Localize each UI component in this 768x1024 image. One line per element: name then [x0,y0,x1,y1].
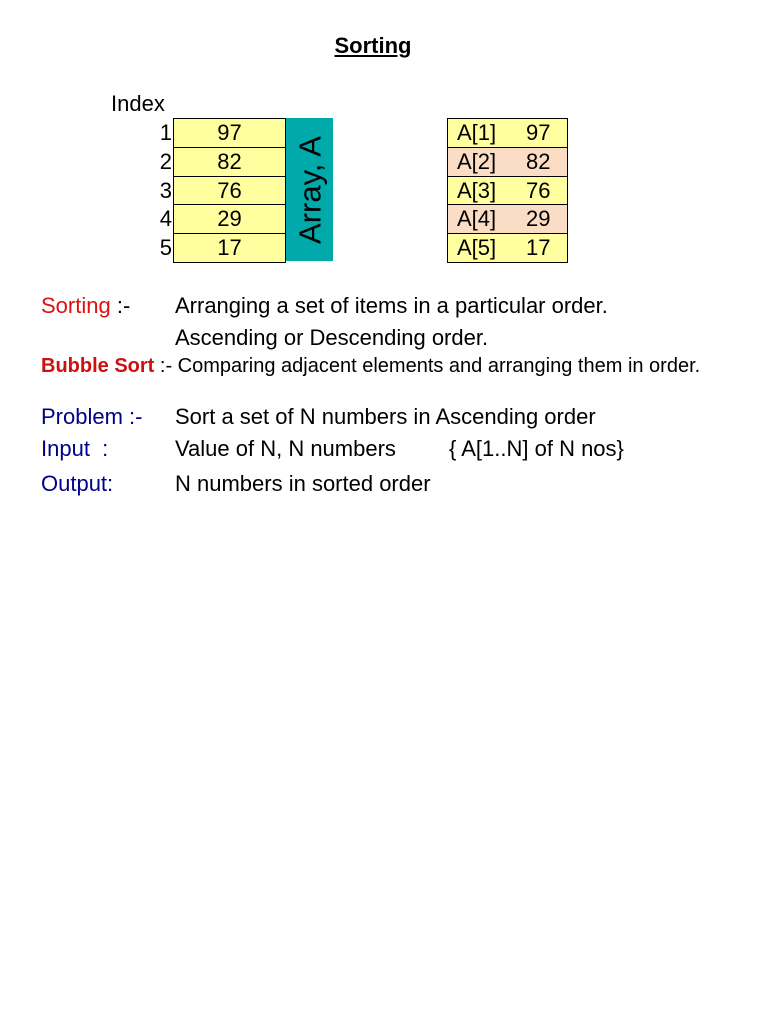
index-4: 4 [159,206,172,231]
input-term: Input : [41,436,109,461]
array-row-value: 29 [526,206,551,231]
array-row-label: A[4] [457,206,497,231]
value-cell: 97 [173,118,286,148]
array-row [447,147,568,177]
problem-text: Sort a set of N numbers in Ascending order [175,404,596,429]
bubble-sort-definition [41,354,721,378]
sorting-term: Sorting [41,293,111,318]
bubble-sort-text: :- Comparing adjacent elements and arranging them in order. [154,355,701,377]
sorting-definition-line-2: Ascending or Descending order. [175,325,489,350]
array-row [447,118,568,148]
array-row-value: 76 [526,178,551,203]
value-cell: 29 [173,204,286,234]
input-extra: { A[1..N] of N nos} [449,436,624,461]
value-cell: 82 [173,147,286,177]
value-cell: 17 [173,233,286,263]
input-text: Value of N, N numbers [175,436,396,461]
array-row-label: A[3] [457,178,497,203]
array-row [447,176,568,206]
index-5: 5 [159,235,172,260]
array-label-band [286,118,333,261]
array-row-value: 97 [526,120,551,145]
array-row-value: 17 [526,235,551,260]
array-row-label: A[5] [457,235,497,260]
bubble-sort-term: Bubble Sort [41,355,155,377]
sorting-definition-line-1: Arranging a set of items in a particular order. [175,293,608,318]
array-label: Array, A [292,135,327,244]
index-3: 3 [159,178,172,203]
sorting-separator: :- [110,293,131,318]
output-text: N numbers in sorted order [175,471,431,496]
index-2: 2 [159,149,172,174]
array-row [447,233,568,263]
array-row [447,204,568,234]
value-cell: 76 [173,176,286,206]
page-title: Sorting [334,33,412,58]
sorting-definition-term [41,293,130,319]
index-label: Index [111,91,165,116]
index-1: 1 [159,120,172,145]
array-row-label: A[2] [457,149,497,174]
array-row-label: A[1] [457,120,497,145]
array-row-value: 82 [526,149,551,174]
output-term: Output: [41,471,114,496]
problem-term: Problem :- [41,404,143,429]
